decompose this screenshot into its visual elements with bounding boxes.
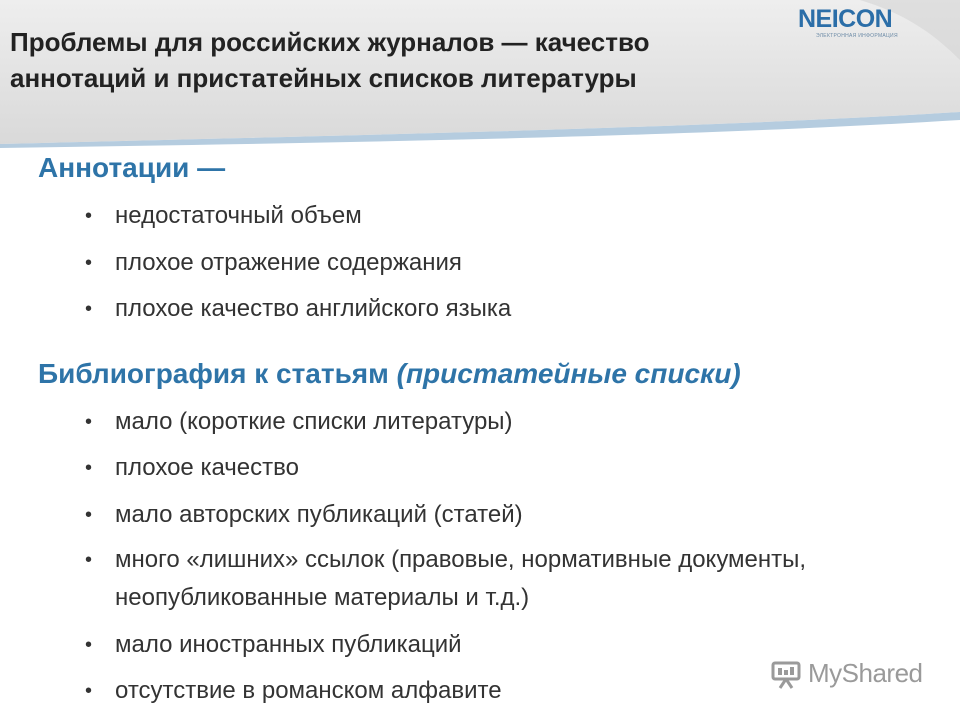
bullet-icon: • (85, 549, 93, 571)
list-item-text: мало (короткие списки литературы) (115, 408, 513, 435)
section-heading-bibliography (38, 358, 741, 390)
list-item (85, 244, 845, 282)
list-item-text: отсутствие в романском алфавите (115, 677, 502, 704)
list-item-text: плохое качество английского языка (115, 295, 512, 322)
list-item (85, 290, 845, 328)
section-heading-text: Библиография к статьям (38, 358, 389, 389)
bullet-icon: • (85, 504, 93, 526)
list-item (85, 626, 845, 664)
title-line-1: Проблемы для российских журналов — качество (10, 27, 650, 57)
slide-title (10, 24, 810, 96)
bullet-icon: • (85, 298, 93, 320)
list-item-text: плохое отражение содержания (115, 249, 462, 276)
title-line-2: аннотаций и пристатейных списков литературы (10, 63, 637, 93)
logo-subtitle: ЭЛЕКТРОННАЯ ИНФОРМАЦИЯ (816, 33, 898, 39)
list-item (85, 449, 845, 487)
list-item (85, 496, 845, 534)
logo-wordmark: NEICON (798, 5, 893, 33)
list-item (85, 197, 845, 235)
myshared-watermark (768, 656, 928, 692)
bullet-icon: • (85, 411, 93, 433)
list-item-text: мало иностранных публикаций (115, 631, 462, 658)
bullet-icon: • (85, 634, 93, 656)
presentation-icon (770, 660, 804, 690)
list-item (85, 403, 845, 441)
section-heading-italic: (пристатейные списки) (396, 358, 741, 389)
bullet-icon: • (85, 205, 93, 227)
list-item-text: недостаточный объем (115, 202, 362, 229)
watermark-text: MyShared (808, 658, 923, 688)
slide-header (0, 0, 960, 148)
section-heading-annotations: Аннотации — (38, 152, 226, 183)
list-item (85, 672, 845, 710)
list-item-text: плохое качество (115, 454, 299, 481)
bullet-icon: • (85, 457, 93, 479)
list-item (85, 541, 845, 617)
bullet-icon: • (85, 252, 93, 274)
neicon-logo (798, 4, 908, 42)
list-item-text: мало авторских публикаций (статей) (115, 501, 523, 528)
bullet-icon: • (85, 680, 93, 702)
list-item-text: много «лишних» ссылок (правовые, нормативные документы, неопубликованные материалы и т.д.) (115, 546, 807, 611)
